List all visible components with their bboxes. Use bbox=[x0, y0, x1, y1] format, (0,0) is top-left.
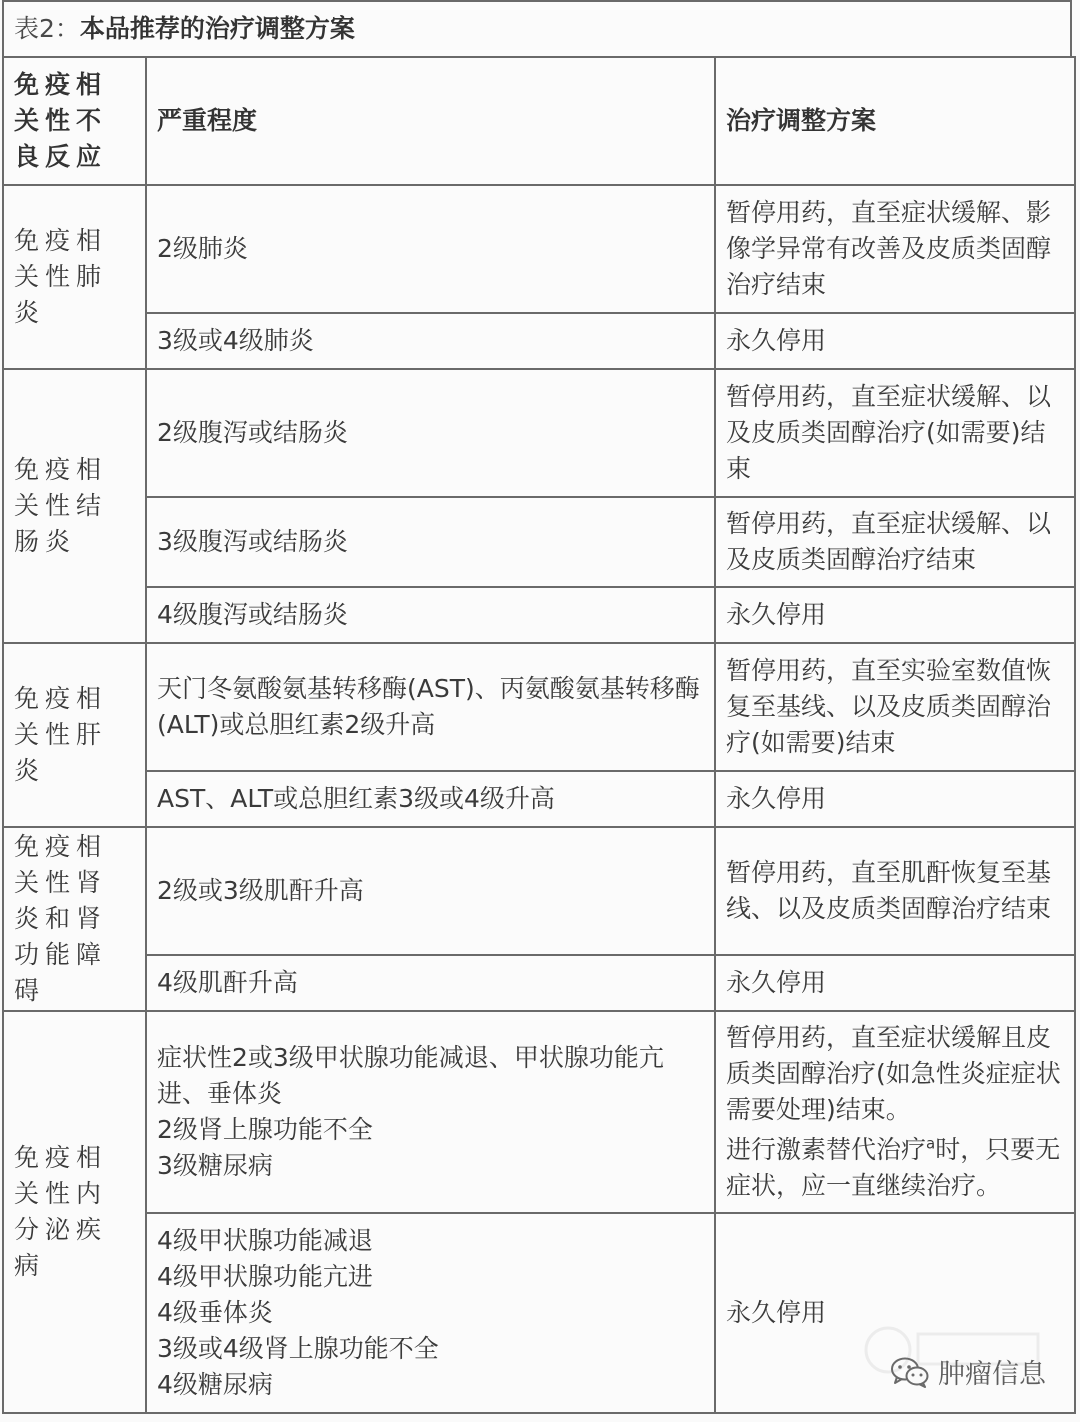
header-severity: 严重程度 bbox=[146, 57, 715, 185]
table-caption bbox=[2, 0, 1072, 56]
table-row bbox=[3, 1011, 1075, 1213]
severity-line: 3级糖尿病 bbox=[157, 1151, 273, 1180]
action-cell: 永久停用 bbox=[715, 587, 1075, 643]
wechat-icon bbox=[890, 1356, 930, 1388]
category-cell: 免疫相关性结肠炎 bbox=[3, 369, 146, 643]
severity-cell: 3级腹泻或结肠炎 bbox=[146, 497, 715, 587]
table-row bbox=[3, 643, 1075, 771]
table-row bbox=[3, 313, 1075, 369]
action-cell: 永久停用 bbox=[715, 955, 1075, 1011]
header-category: 免疫相关性不良反应 bbox=[3, 57, 146, 185]
severity-cell: 3级或4级肺炎 bbox=[146, 313, 715, 369]
caption-title: 本品推荐的治疗调整方案 bbox=[79, 14, 355, 43]
category-cell: 免疫相关性肺炎 bbox=[3, 185, 146, 369]
table-row bbox=[3, 185, 1075, 313]
severity-cell: 2级或3级肌酐升高 bbox=[146, 827, 715, 955]
severity-line: 3级或4级肾上腺功能不全 bbox=[157, 1334, 439, 1363]
table-row bbox=[3, 369, 1075, 497]
caption-prefix: 表2： bbox=[14, 14, 80, 43]
action-cell bbox=[715, 1011, 1075, 1213]
severity-cell bbox=[146, 1213, 715, 1413]
table-row bbox=[3, 771, 1075, 827]
note-before: 进行激素替代治疗 bbox=[726, 1135, 927, 1164]
severity-cell: 4级腹泻或结肠炎 bbox=[146, 587, 715, 643]
header-action: 治疗调整方案 bbox=[715, 57, 1075, 185]
watermark-text: 肿瘤信息 bbox=[938, 1359, 1046, 1390]
table-row bbox=[3, 497, 1075, 587]
severity-line: 4级糖尿病 bbox=[157, 1370, 273, 1399]
action-cell: 暂停用药，直至症状缓解、以及皮质类固醇治疗(如需要)结束 bbox=[715, 369, 1075, 497]
severity-line: 症状性2或3级甲状腺功能减退、甲状腺功能亢进、垂体炎 bbox=[157, 1043, 664, 1108]
table-row bbox=[3, 827, 1075, 955]
action-text: 暂停用药，直至症状缓解且皮质类固醇治疗(如急性炎症症状需要处理)结束。 bbox=[726, 1023, 1061, 1124]
severity-line: 4级垂体炎 bbox=[157, 1298, 273, 1327]
category-cell: 免疫相关性肾炎和肾功能障碍 bbox=[3, 827, 146, 1011]
severity-cell: 2级腹泻或结肠炎 bbox=[146, 369, 715, 497]
severity-line: 4级甲状腺功能亢进 bbox=[157, 1262, 373, 1291]
severity-cell: AST、ALT或总胆红素3级或4级升高 bbox=[146, 771, 715, 827]
wechat-watermark bbox=[890, 1352, 1046, 1391]
action-cell: 暂停用药，直至症状缓解、以及皮质类固醇治疗结束 bbox=[715, 497, 1075, 587]
severity-cell bbox=[146, 1011, 715, 1213]
action-cell: 暂停用药，直至肌酐恢复至基线、以及皮质类固醇治疗结束 bbox=[715, 827, 1075, 955]
note-after: 时，只要无症状，应一直继续治疗。 bbox=[726, 1135, 1061, 1200]
severity-cell: 2级肺炎 bbox=[146, 185, 715, 313]
table-row bbox=[3, 587, 1075, 643]
footnote-marker: a bbox=[926, 1134, 936, 1153]
action-cell: 永久停用 bbox=[715, 771, 1075, 827]
severity-cell: 天门冬氨酸氨基转移酶(AST)、丙氨酸氨基转移酶(ALT)或总胆红素2级升高 bbox=[146, 643, 715, 771]
category-cell: 免疫相关性肝炎 bbox=[3, 643, 146, 827]
header-row bbox=[3, 57, 1075, 185]
action-cell: 永久停用 bbox=[715, 1213, 1075, 1413]
action-cell: 暂停用药，直至实验室数值恢复至基线、以及皮质类固醇治疗(如需要)结束 bbox=[715, 643, 1075, 771]
severity-line: 2级肾上腺功能不全 bbox=[157, 1115, 373, 1144]
action-cell: 暂停用药，直至症状缓解、影像学异常有改善及皮质类固醇治疗结束 bbox=[715, 185, 1075, 313]
treatment-table bbox=[2, 56, 1076, 1414]
severity-line: 4级甲状腺功能减退 bbox=[157, 1226, 373, 1255]
category-cell: 免疫相关性内分泌疾病 bbox=[3, 1011, 146, 1413]
action-cell: 永久停用 bbox=[715, 313, 1075, 369]
severity-cell: 4级肌酐升高 bbox=[146, 955, 715, 1011]
action-note bbox=[726, 1132, 1064, 1204]
table-row bbox=[3, 955, 1075, 1011]
